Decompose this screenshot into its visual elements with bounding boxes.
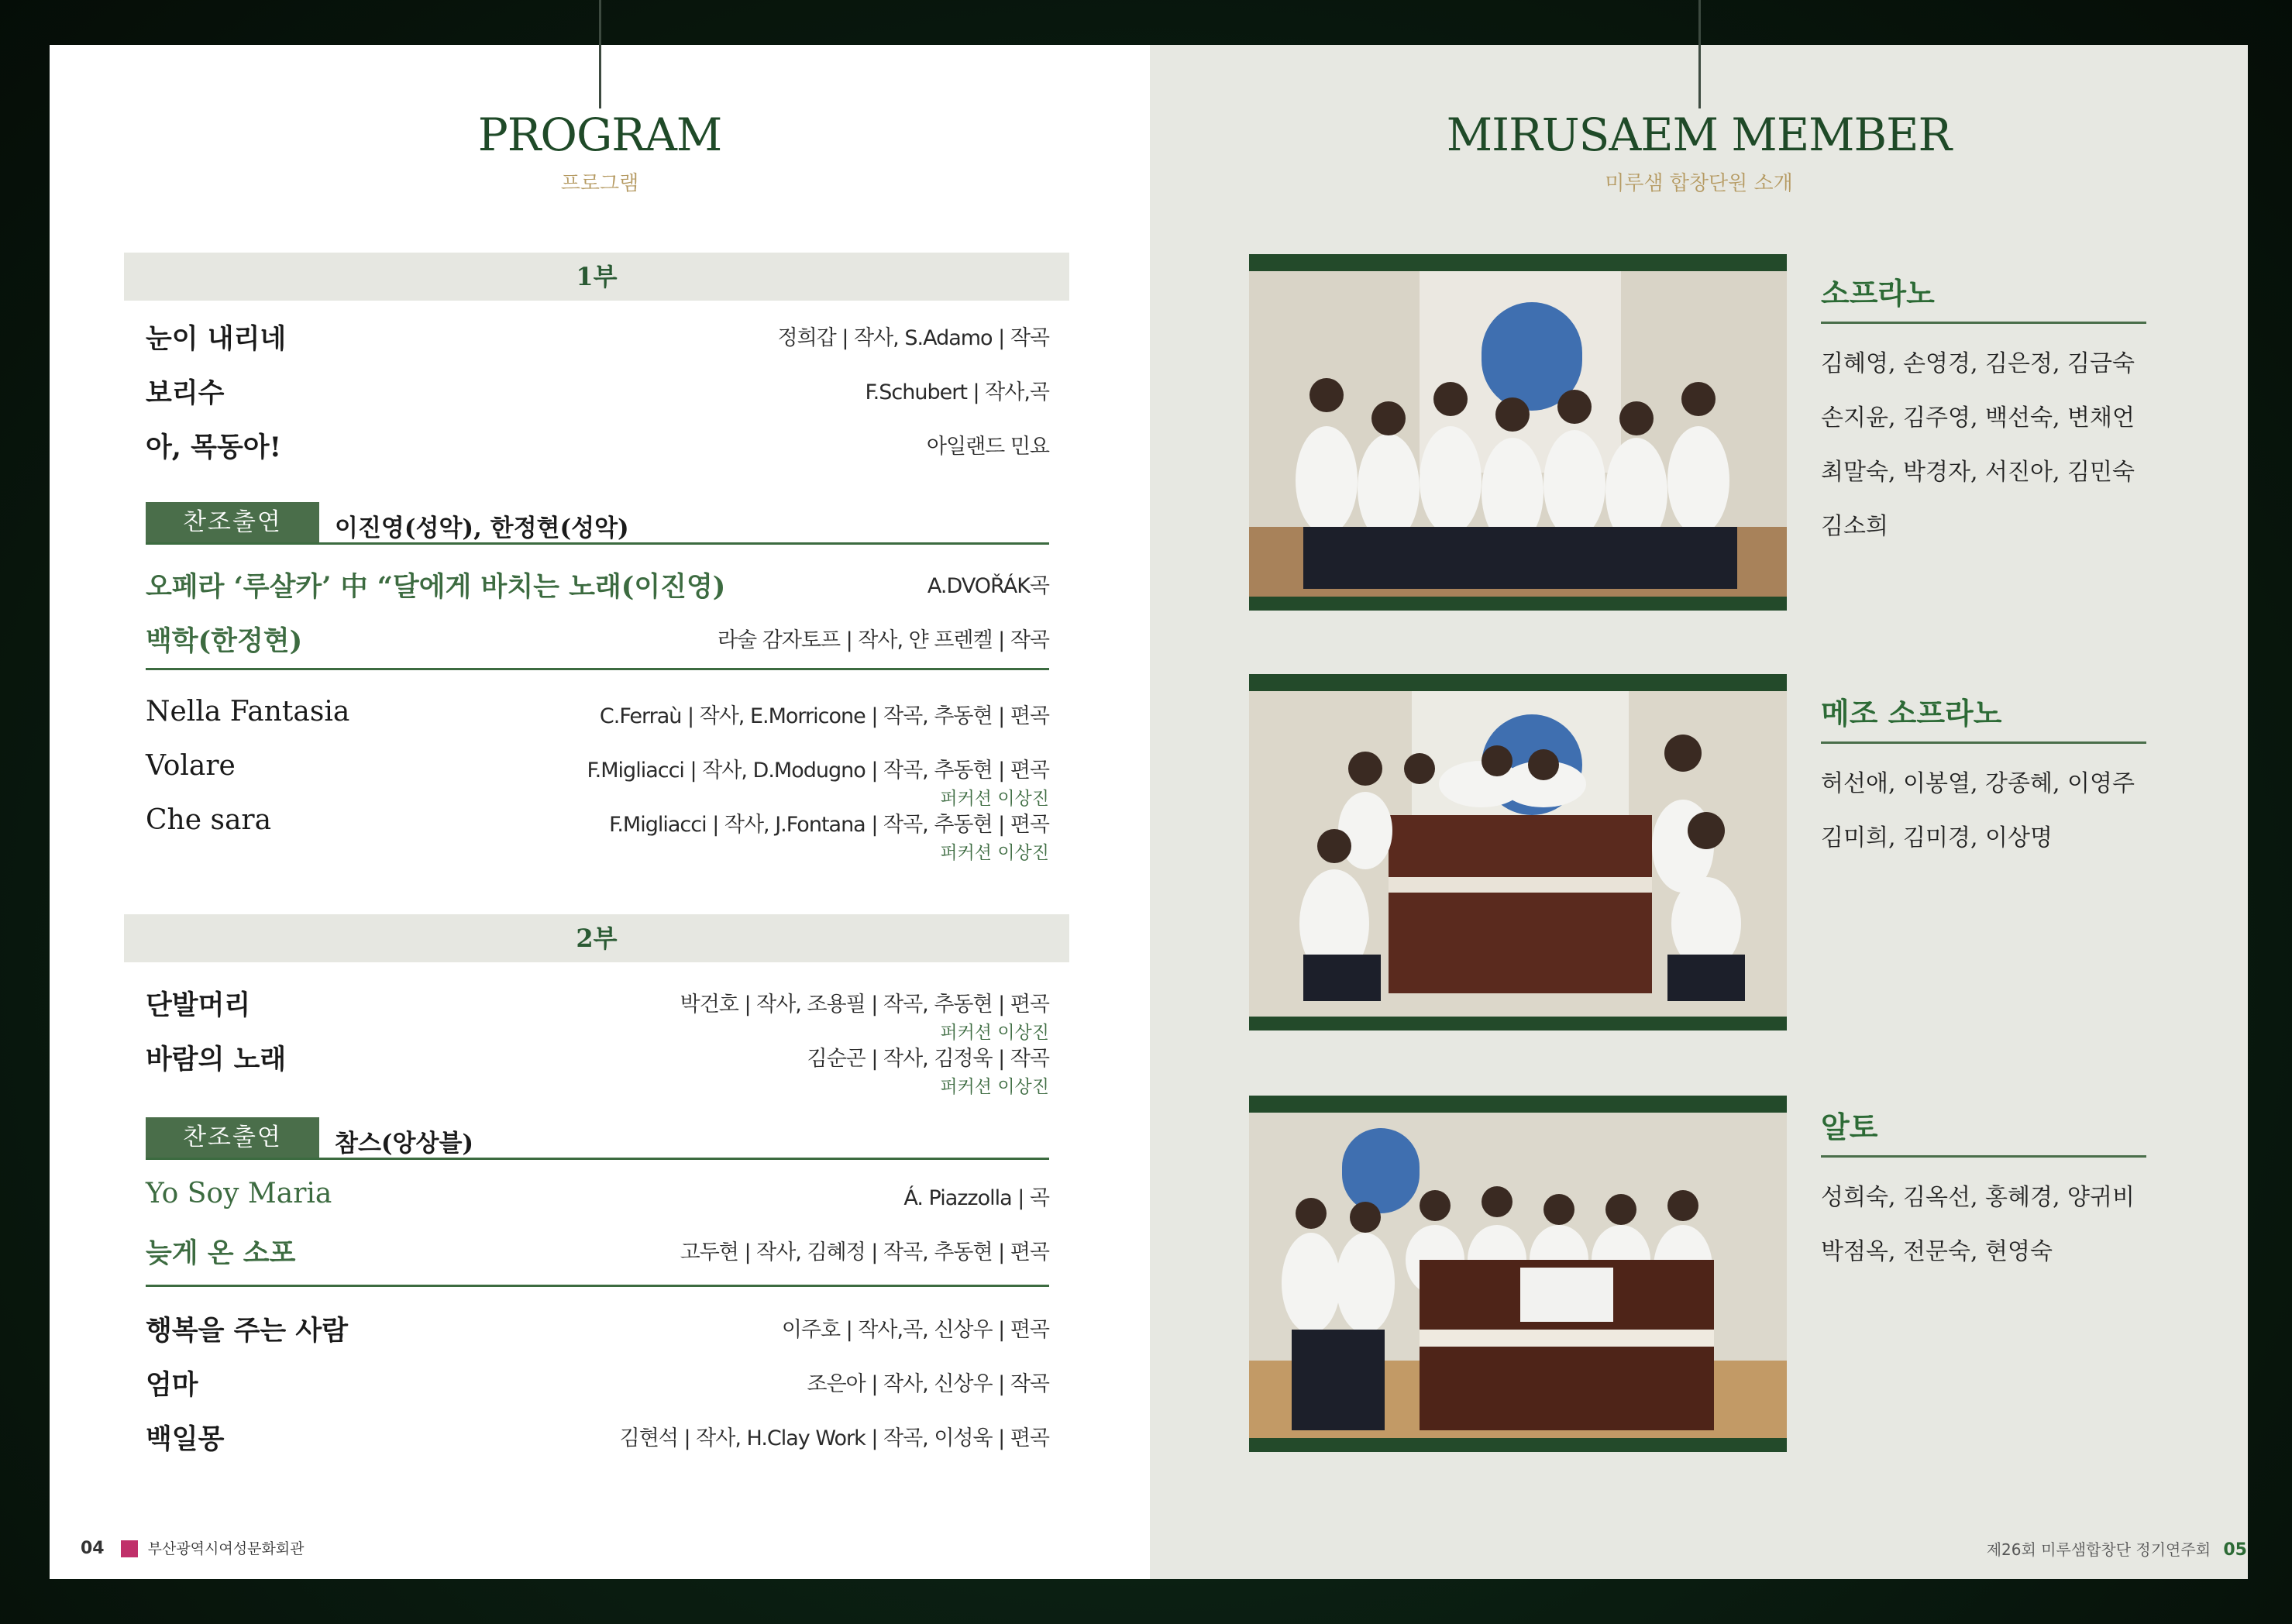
member-list-line: 손지윤, 김주영, 백선숙, 변채언: [1821, 404, 2135, 432]
divider: [146, 1158, 1049, 1160]
song-title: 백학(한정현): [146, 625, 303, 657]
program-row: [146, 1418, 1049, 1457]
member-list-line: 김혜영, 손영경, 김은정, 김금숙: [1821, 350, 2135, 377]
program-row: [146, 1232, 1049, 1271]
footer-left: [81, 1537, 305, 1558]
member-list-line: 허선애, 이봉열, 강종혜, 이영주: [1821, 770, 2135, 797]
guest-header-2: [146, 1117, 1049, 1158]
song-credit: 이주호 | 작사,곡, 신상우 | 편곡: [781, 1318, 1049, 1342]
song-credit: 정희갑 | 작사, S.Adamo | 작곡: [777, 326, 1049, 350]
hanging-line-left: [599, 0, 601, 108]
song-title: 늦게 온 소포: [146, 1237, 296, 1269]
member-list-line: 최말숙, 박경자, 서진아, 김민숙: [1821, 459, 2135, 486]
section-title: 알토: [1821, 1103, 2146, 1158]
program-row: [146, 696, 1049, 735]
divider: [146, 1285, 1049, 1287]
program-subtitle: 프로그램: [560, 172, 639, 195]
song-credit: A.DVOŘÁK곡: [927, 574, 1049, 598]
mezzo-photo: [1249, 674, 1787, 1030]
song-credit: 고두현 | 작사, 김혜정 | 작곡, 추동현 | 편곡: [680, 1240, 1049, 1264]
guest-names: 이진영(성악), 한정현(성악): [335, 514, 629, 542]
program-row: [146, 620, 1049, 659]
song-title: 오페라 ‘루살카’ 中 “달에게 바치는 노래(이진영): [146, 571, 726, 603]
org-logo-icon: [121, 1540, 138, 1557]
song-title: 행복을 주는 사람: [146, 1315, 349, 1347]
program-title: PROGRAM: [477, 108, 722, 161]
song-title: 아, 목동아!: [146, 432, 281, 463]
song-credit: 조은아 | 작사, 신상우 | 작곡: [807, 1372, 1049, 1396]
guest-tag: 찬조출연: [146, 1117, 319, 1158]
guest-tag: 찬조출연: [146, 502, 319, 542]
member-list-line: 김소희: [1821, 513, 1888, 540]
member-list-line: 김미희, 김미경, 이상명: [1821, 824, 2053, 852]
song-credit: 아일랜드 민요: [926, 435, 1049, 459]
guest-header-1: [146, 502, 1049, 542]
song-sub-credit: 퍼커션 이상진: [940, 1077, 1049, 1097]
song-credit: F.Schubert | 작사,곡: [865, 380, 1049, 404]
group-photo-image: [1249, 691, 1787, 1017]
section-title: 메조 소프라노: [1821, 690, 2146, 744]
page-number: 05: [2223, 1540, 2247, 1560]
part2-bar: 2부: [124, 914, 1069, 962]
program-row: [146, 318, 1049, 356]
soprano-section: [1821, 270, 2146, 541]
song-sub-credit: 퍼커션 이상진: [940, 843, 1049, 863]
song-title: 엄마: [146, 1369, 198, 1401]
song-credit: 라술 감자토프 | 작사, 얀 프렌켈 | 작곡: [717, 628, 1049, 652]
alto-photo: [1249, 1096, 1787, 1452]
program-row: [146, 984, 1049, 1043]
song-credit: 박건호 | 작사, 조용필 | 작곡, 추동현 | 편곡: [680, 993, 1049, 1017]
program-row: [146, 750, 1049, 809]
song-title: 단발머리: [146, 989, 251, 1021]
song-title: 백일몽: [146, 1423, 225, 1455]
song-title: 눈이 내리네: [146, 323, 287, 355]
song-sub-credit: 퍼커션 이상진: [940, 1023, 1049, 1043]
mezzo-section: [1821, 690, 2146, 852]
program-row: [146, 1364, 1049, 1402]
page-number: 04: [81, 1539, 105, 1558]
alto-section: [1821, 1103, 2146, 1266]
program-row: [146, 372, 1049, 411]
concert-name: 제26회 미루샘합창단 정기연주회: [1986, 1540, 2211, 1559]
program-row: [146, 426, 1049, 465]
program-row: [146, 1178, 1049, 1216]
program-row: [146, 1038, 1049, 1097]
org-name: 부산광역시여성문화회관: [147, 1540, 305, 1557]
guest-names: 참스(앙상블): [335, 1130, 474, 1158]
song-title: Yo Soy Maria: [146, 1178, 332, 1209]
section-title: 소프라노: [1821, 270, 2146, 324]
song-credit: F.Migliacci | 작사, J.Fontana | 작곡, 추동현 | 편곡: [609, 813, 1049, 837]
group-photo-image: [1249, 1113, 1787, 1438]
footer-right: [1987, 1537, 2247, 1560]
divider: [146, 542, 1049, 545]
members-subtitle: 미루샘 합창단원 소개: [1605, 172, 1793, 195]
program-row: [146, 1309, 1049, 1348]
group-photo-image: [1249, 271, 1787, 597]
members-title: MIRUSAEM MEMBER: [1446, 108, 1952, 161]
song-title: Nella Fantasia: [146, 696, 350, 728]
member-list-line: 성희숙, 김옥선, 홍혜경, 양귀비: [1821, 1184, 2135, 1211]
program-row: [146, 566, 1049, 604]
divider: [146, 668, 1049, 670]
soprano-photo: [1249, 254, 1787, 611]
song-sub-credit: 퍼커션 이상진: [940, 789, 1049, 809]
song-title: Volare: [146, 750, 236, 782]
song-credit: F.Migliacci | 작사, D.Modugno | 작곡, 추동현 | 편곡: [587, 759, 1049, 783]
song-credit: C.Ferraù | 작사, E.Morricone | 작곡, 추동현 | 편곡: [599, 704, 1049, 728]
song-credit: 김순곤 | 작사, 김정욱 | 작곡: [807, 1047, 1049, 1071]
part1-bar: 1부: [124, 253, 1069, 301]
song-title: 보리수: [146, 377, 225, 409]
song-credit: 김현석 | 작사, H.Clay Work | 작곡, 이성욱 | 편곡: [619, 1426, 1049, 1450]
song-credit: Á. Piazzolla | 곡: [903, 1186, 1049, 1210]
member-list-line: 박점옥, 전문숙, 현영숙: [1821, 1238, 2053, 1265]
song-title: 바람의 노래: [146, 1044, 287, 1075]
program-row: [146, 804, 1049, 863]
song-title: Che sara: [146, 804, 272, 836]
hanging-line-right: [1698, 0, 1701, 108]
